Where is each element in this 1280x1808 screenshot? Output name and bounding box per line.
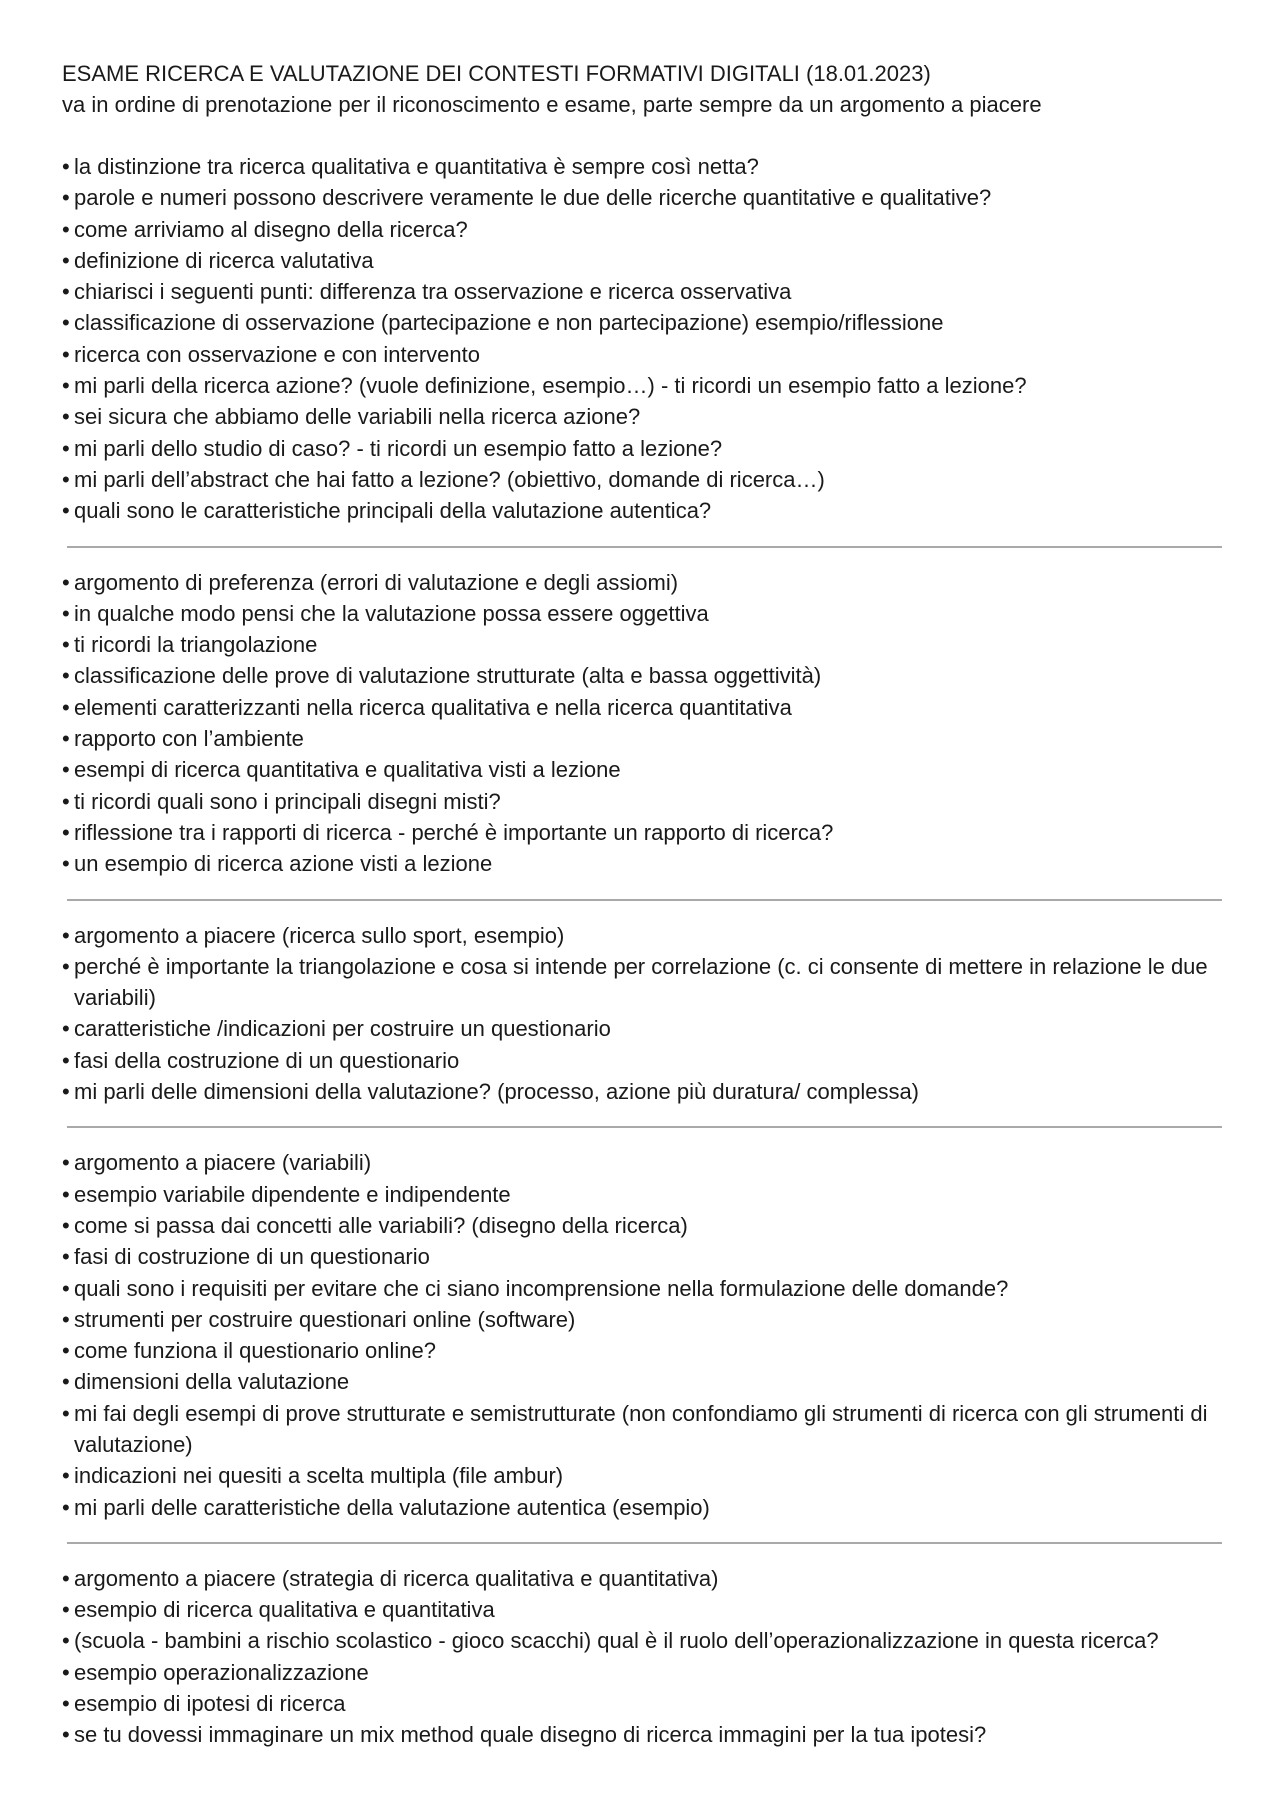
question-list — [62, 151, 1222, 527]
bullet-icon: • — [62, 1244, 70, 1270]
document-subtitle: va in ordine di prenotazione per il riconoscimento e esame, parte sempre da un argomento a piacere — [62, 92, 1042, 117]
bullet-icon: • — [62, 373, 70, 399]
question-item — [62, 1460, 1222, 1491]
question-text: definizione di ricerca valutativa — [74, 247, 374, 273]
question-item — [62, 1366, 1222, 1397]
question-item — [62, 1688, 1222, 1719]
question-item — [62, 182, 1222, 213]
question-item — [62, 786, 1222, 817]
bullet-icon: • — [62, 1016, 70, 1042]
question-sections — [62, 151, 1222, 1751]
question-item — [62, 817, 1222, 848]
bullet-icon: • — [62, 310, 70, 336]
question-text: fasi di costruzione di un questionario — [74, 1244, 430, 1270]
question-item — [62, 1335, 1222, 1366]
question-text: quali sono le caratteristiche principali della valutazione autentica? — [74, 498, 712, 524]
question-text: mi parli della ricerca azione? (vuole definizione, esempio…) - ti ricordi un esempio fatto a lezione? — [74, 373, 1027, 399]
bullet-icon: • — [62, 1212, 70, 1238]
bullet-icon: • — [62, 726, 70, 752]
question-text: elementi caratterizzanti nella ricerca qualitativa e nella ricerca quantitativa — [74, 694, 792, 720]
question-text: argomento a piacere (variabili) — [74, 1150, 372, 1176]
question-item — [62, 1492, 1222, 1523]
question-item — [62, 754, 1222, 785]
bullet-icon: • — [62, 247, 70, 273]
question-item — [62, 1594, 1222, 1625]
bullet-icon: • — [62, 466, 70, 492]
bullet-icon: • — [62, 404, 70, 430]
question-item — [62, 1179, 1222, 1210]
question-item — [62, 660, 1222, 691]
bullet-icon: • — [62, 1494, 70, 1520]
bullet-icon: • — [62, 1597, 70, 1623]
bullet-icon: • — [62, 279, 70, 305]
question-text: come si passa dai concetti alle variabili? (disegno della ricerca) — [74, 1212, 688, 1238]
question-text: come arriviamo al disegno della ricerca? — [74, 216, 468, 242]
bullet-icon: • — [62, 1628, 70, 1654]
question-item — [62, 245, 1222, 276]
bullet-icon: • — [62, 1338, 70, 1364]
bullet-icon: • — [62, 663, 70, 689]
question-text: in qualche modo pensi che la valutazione possa essere oggettiva — [74, 600, 709, 626]
bullet-icon: • — [62, 632, 70, 658]
question-text: classificazione di osservazione (partecipazione e non partecipazione) esempio/riflessione — [74, 310, 944, 336]
bullet-icon: • — [62, 851, 70, 877]
question-item — [62, 339, 1222, 370]
question-item — [62, 629, 1222, 660]
question-text: la distinzione tra ricerca qualitativa e quantitativa è sempre così netta? — [74, 154, 759, 179]
question-list — [62, 1563, 1222, 1751]
question-text: parole e numeri possono descrivere veramente le due delle ricerche quantitative e qualitative? — [74, 185, 992, 211]
question-item — [62, 1657, 1222, 1688]
question-item — [62, 1398, 1222, 1461]
question-list — [62, 1147, 1222, 1523]
question-text: un esempio di ricerca azione visti a lezione — [74, 851, 493, 877]
bullet-icon: • — [62, 1306, 70, 1332]
question-text: esempio di ricerca qualitativa e quantitativa — [74, 1597, 495, 1623]
question-text: esempio variabile dipendente e indipendente — [74, 1181, 511, 1207]
question-text: mi fai degli esempi di prove strutturate e semistrutturate (non confondiamo gli strumenti di ricerca con gli strumenti di valutazione) — [74, 1400, 1208, 1457]
bullet-icon: • — [62, 498, 70, 524]
question-item — [62, 495, 1222, 526]
bullet-icon: • — [62, 1181, 70, 1207]
bullet-icon: • — [62, 1047, 70, 1073]
question-text: ti ricordi quali sono i principali disegni misti? — [74, 788, 501, 814]
question-item — [62, 1045, 1222, 1076]
question-item — [62, 1210, 1222, 1241]
question-text: mi parli dell’abstract che hai fatto a lezione? (obiettivo, domande di ricerca…) — [74, 466, 825, 492]
bullet-icon: • — [62, 1659, 70, 1685]
question-text: rapporto con l’ambiente — [74, 726, 304, 752]
question-text: ricerca con osservazione e con intervento — [74, 341, 480, 367]
bullet-icon: • — [62, 216, 70, 242]
question-item — [62, 1147, 1222, 1178]
question-item — [62, 567, 1222, 598]
question-text: dimensioni della valutazione — [74, 1369, 350, 1395]
bullet-icon: • — [62, 185, 70, 211]
bullet-icon: • — [62, 341, 70, 367]
question-item — [62, 1563, 1222, 1594]
bullet-icon: • — [62, 1369, 70, 1395]
question-item — [62, 848, 1222, 879]
question-item — [62, 1304, 1222, 1335]
bullet-icon: • — [62, 1079, 70, 1105]
question-text: quali sono i requisiti per evitare che ci siano incomprensione nella formulazione delle domande? — [74, 1275, 1009, 1301]
bullet-icon: • — [62, 154, 70, 179]
question-text: se tu dovessi immaginare un mix method quale disegno di ricerca immagini per la tua ipotesi? — [74, 1722, 987, 1748]
bullet-icon: • — [62, 757, 70, 783]
bullet-icon: • — [62, 788, 70, 814]
bullet-icon: • — [62, 922, 70, 948]
question-item — [62, 723, 1222, 754]
question-item — [62, 1076, 1222, 1107]
bullet-icon: • — [62, 953, 70, 979]
bullet-icon: • — [62, 1400, 70, 1426]
question-item — [62, 1013, 1222, 1044]
question-text: chiarisci i seguenti punti: differenza tra osservazione e ricerca osservativa — [74, 279, 792, 305]
bullet-icon: • — [62, 435, 70, 461]
bullet-icon: • — [62, 600, 70, 626]
document-page — [62, 58, 1222, 1751]
question-item — [62, 401, 1222, 432]
question-item — [62, 920, 1222, 951]
bullet-icon: • — [62, 1463, 70, 1489]
question-item — [62, 1719, 1222, 1750]
question-text: perché è importante la triangolazione e cosa si intende per correlazione (c. ci consente di mettere in relazione le due variabili) — [74, 953, 1208, 1011]
question-text: argomento a piacere (strategia di ricerca qualitativa e quantitativa) — [74, 1565, 719, 1591]
question-text: esempio operazionalizzazione — [74, 1659, 369, 1685]
bullet-icon: • — [62, 1275, 70, 1301]
question-text: argomento a piacere (ricerca sullo sport, esempio) — [74, 922, 565, 948]
question-text: caratteristiche /indicazioni per costruire un questionario — [74, 1016, 611, 1042]
document-title: ESAME RICERCA E VALUTAZIONE DEI CONTESTI FORMATIVI DIGITALI (18.01.2023) — [62, 61, 931, 86]
bullet-icon: • — [62, 1565, 70, 1591]
question-text: indicazioni nei quesiti a scelta multipla (file ambur) — [74, 1463, 564, 1489]
question-item — [62, 276, 1222, 307]
question-item — [62, 1241, 1222, 1272]
bullet-icon: • — [62, 819, 70, 845]
question-item — [62, 214, 1222, 245]
bullet-icon: • — [62, 1150, 70, 1176]
question-item — [62, 151, 1222, 182]
question-text: (scuola - bambini a rischio scolastico - gioco scacchi) qual è il ruolo dell’operazionalizzazione in questa ricerca? — [74, 1628, 1159, 1654]
question-text: sei sicura che abbiamo delle variabili nella ricerca azione? — [74, 404, 641, 430]
question-text: strumenti per costruire questionari online (software) — [74, 1306, 576, 1332]
bullet-icon: • — [62, 694, 70, 720]
question-item — [62, 370, 1222, 401]
question-list — [62, 567, 1222, 880]
section-divider — [67, 899, 1222, 901]
question-item — [62, 464, 1222, 495]
question-text: come funziona il questionario online? — [74, 1338, 437, 1364]
section-divider — [67, 1126, 1222, 1128]
bullet-icon: • — [62, 1722, 70, 1748]
question-item — [62, 951, 1222, 1014]
section-divider — [67, 1542, 1222, 1544]
question-list — [62, 920, 1222, 1108]
bullet-icon: • — [62, 569, 70, 595]
question-text: esempi di ricerca quantitativa e qualitativa visti a lezione — [74, 757, 621, 783]
question-item — [62, 1625, 1222, 1656]
question-item — [62, 433, 1222, 464]
question-text: classificazione delle prove di valutazione strutturate (alta e bassa oggettività) — [74, 663, 822, 689]
question-item — [62, 692, 1222, 723]
question-item — [62, 598, 1222, 629]
section-divider — [67, 546, 1222, 548]
question-text: mi parli delle dimensioni della valutazione? (processo, azione più duratura/ complessa) — [74, 1079, 920, 1105]
question-text: ti ricordi la triangolazione — [74, 632, 318, 658]
question-text: mi parli dello studio di caso? - ti ricordi un esempio fatto a lezione? — [74, 435, 723, 461]
question-item — [62, 307, 1222, 338]
bullet-icon: • — [62, 1691, 70, 1717]
question-text: esempio di ipotesi di ricerca — [74, 1691, 346, 1717]
question-text: mi parli delle caratteristiche della valutazione autentica (esempio) — [74, 1494, 710, 1520]
question-text: fasi della costruzione di un questionario — [74, 1047, 460, 1073]
question-text: argomento di preferenza (errori di valutazione e degli assiomi) — [74, 569, 679, 595]
question-item — [62, 1273, 1222, 1304]
question-text: riflessione tra i rapporti di ricerca - perché è importante un rapporto di ricerca? — [74, 819, 834, 845]
